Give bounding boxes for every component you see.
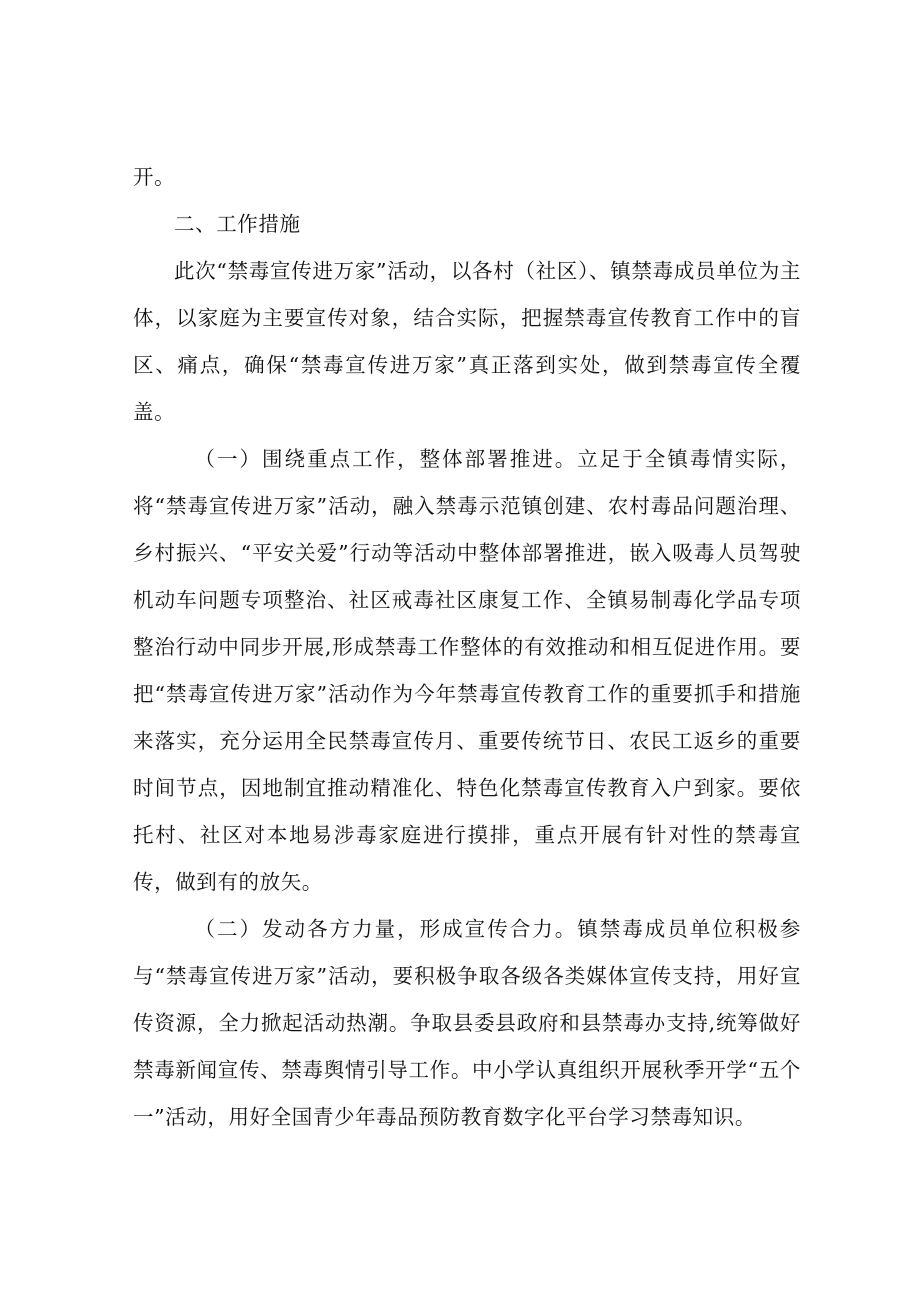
paragraph-continuation: 开。 (133, 165, 176, 189)
paragraph-measure-1: （一）围绕重点工作，整体部署推进。立足于全镇毒情实际，将“禁毒宣传进万家”活动，融入禁毒示范镇创建、农村毒品问题治理、乡村振兴、“平安关爱”行动等活动中整体部署推进，嵌入吸毒人员驾驶机动车问题专项整治、社区戒毒社区康复工作、全镇易制毒化学品专项整治行动中同步开展,形成禁毒工作整体的有效推动和相互促进作用。要把“禁毒宣传进万家”活动作为今年禁毒宣传教育工作的重要抓手和措施来落实，充分运用全民禁毒宣传月、重要传统节日、农民工返乡的重要时间节点，因地制宜推动精准化、特色化禁毒宣传教育入户到家。要依托村、社区对本地易涉毒家庭进行摸排，重点开展有针对性的禁毒宣传，做到有的放矢。 (133, 447, 801, 894)
paragraph-intro: 此次“禁毒宣传进万家”活动，以各村（社区）、镇禁毒成员单位为主体，以家庭为主要宣传对象，结合实际，把握禁毒宣传教育工作中的盲区、痛点，确保“禁毒宣传进万家”真正落到实处，做到禁毒宣传全覆盖。 (133, 259, 801, 424)
paragraph-measure-2: （二）发动各方力量，形成宣传合力。镇禁毒成员单位积极参与“禁毒宣传进万家”活动，要积极争取各级各类媒体宣传支持，用好宣传资源，全力掀起活动热潮。争取县委县政府和县禁毒办支持,统筹做好禁毒新闻宣传、禁毒舆情引导工作。中小学认真组织开展秋季开学“五个一”活动，用好全国青少年毒品预防教育数字化平台学习禁毒知识。 (133, 917, 801, 1129)
document-body (133, 154, 801, 1141)
section-heading: 二、工作措施 (174, 212, 301, 236)
